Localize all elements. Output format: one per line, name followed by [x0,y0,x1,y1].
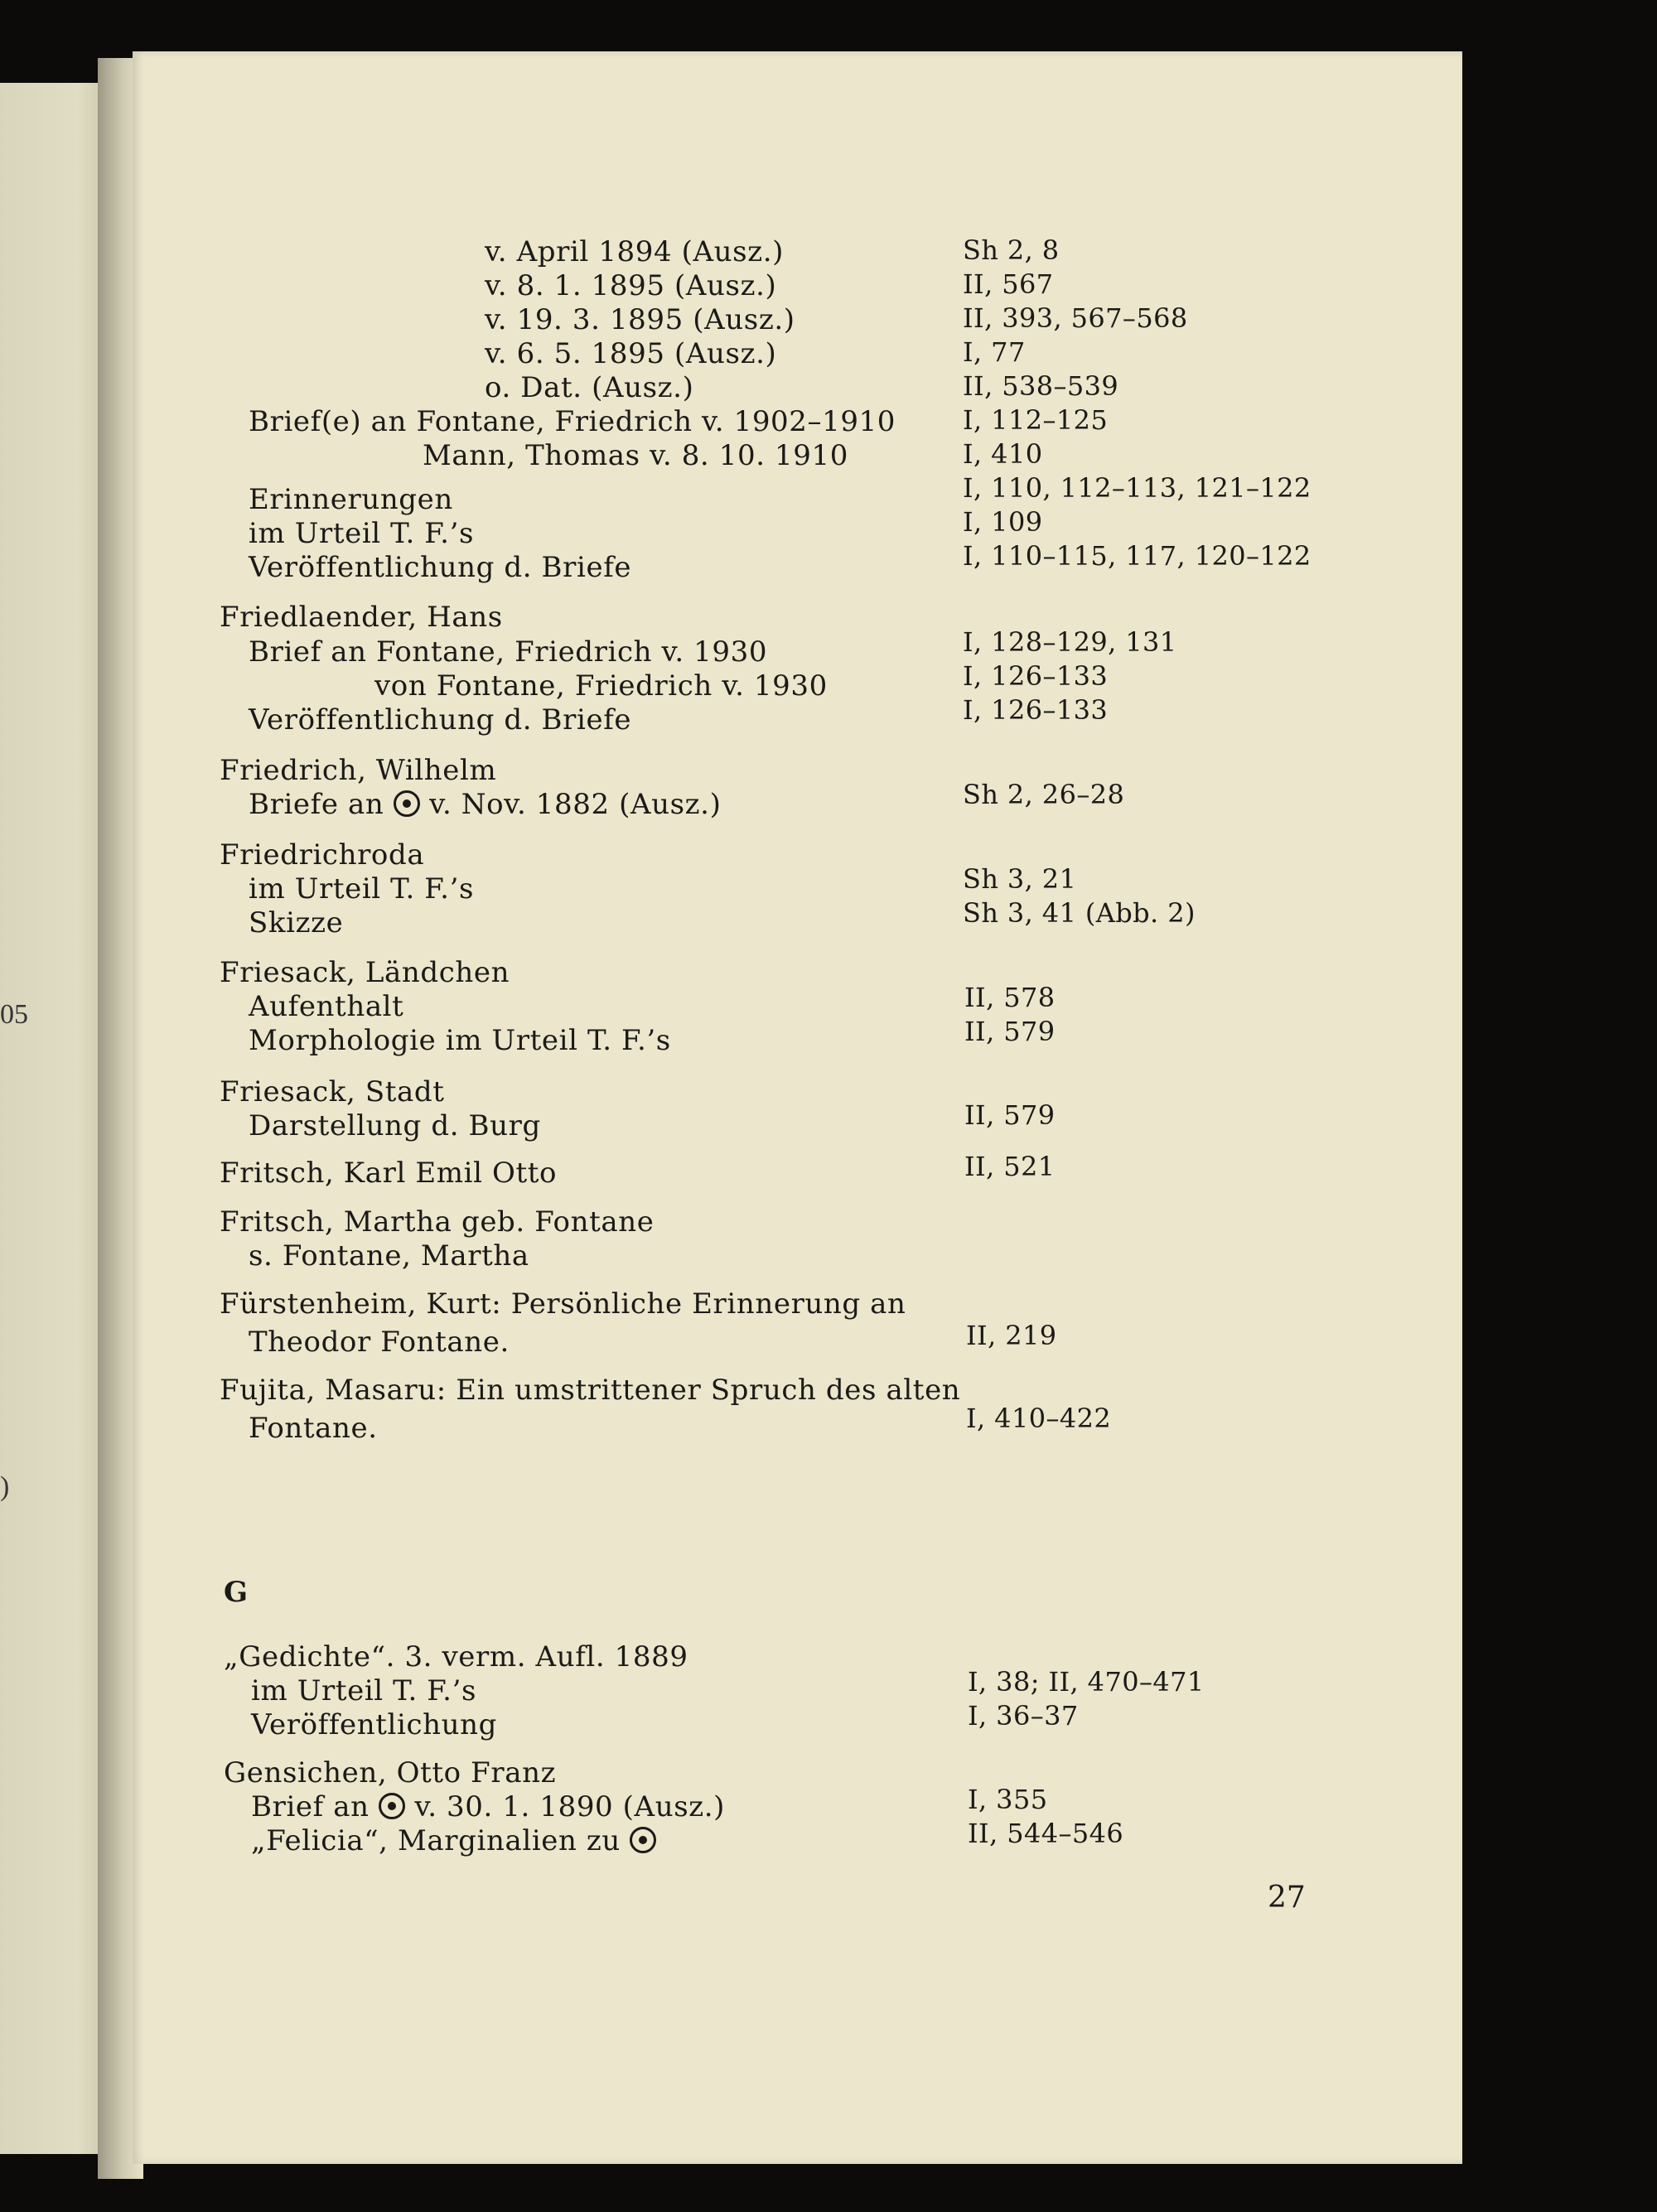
fontane-symbol-icon [630,1827,656,1853]
page-reference: I, 110–115, 117, 120–122 [963,540,1312,572]
index-line: s. Fontane, Martha [249,1239,529,1273]
index-line: im Urteil T. F.’s [249,872,475,906]
page-reference: II, 538–539 [963,370,1119,402]
page-reference: I, 110, 112–113, 121–122 [963,472,1312,504]
index-line: v. April 1894 (Ausz.) [485,235,785,268]
index-entry-heading: Friesack, Stadt [220,1075,445,1108]
page-reference: II, 521 [964,1151,1056,1182]
index-entry-heading: Fritsch, Karl Emil Otto [220,1157,558,1190]
index-entry-heading: Friedrichroda [220,838,425,872]
page-reference: Sh 3, 41 (Abb. 2) [963,897,1196,929]
page-reference: Sh 2, 8 [963,234,1060,266]
index-line: o. Dat. (Ausz.) [485,371,694,404]
index-entry-heading: Gensichen, Otto Franz [224,1756,557,1789]
index-entry-heading: Friedrich, Wilhelm [220,754,497,787]
index-entry-heading: Fujita, Masaru: Ein umstrittener Spruch des alten [220,1374,961,1407]
page-reference: I, 410–422 [966,1403,1112,1434]
page-reference: I, 38; II, 470–471 [968,1666,1205,1698]
page-reference: II, 579 [964,1099,1056,1131]
index-line: Morphologie im Urteil T. F.’s [249,1024,671,1057]
index-entry-heading: Friesack, Ländchen [220,956,510,989]
page-reference: I, 109 [963,506,1043,538]
page-reference: II, 579 [964,1016,1056,1047]
index-page [133,51,1462,2164]
fontane-symbol-icon [379,1793,405,1819]
page-reference: II, 219 [966,1320,1057,1351]
index-line: Theodor Fontane. [249,1326,510,1359]
index-entry-heading: Friedlaender, Hans [220,601,503,634]
left-page-fragment: 05 [0,999,28,1030]
index-entry-heading: Fritsch, Martha geb. Fontane [220,1205,655,1239]
index-line: v. 6. 5. 1895 (Ausz.) [485,337,777,370]
index-entry-heading: „Gedichte“. 3. verm. Aufl. 1889 [224,1640,688,1673]
index-line: Fontane. [249,1412,378,1445]
letter-heading: G [224,1576,249,1609]
index-line: Darstellung d. Burg [249,1109,541,1142]
index-line: Veröffentlichung d. Briefe [249,703,632,737]
index-line: Briefe an v. Nov. 1882 (Ausz.) [249,788,722,821]
page-reference: I, 126–133 [963,660,1109,692]
index-line: Brief(e) an Fontane, Friedrich v. 1902–1910 [249,405,896,438]
page-reference: I, 410 [963,438,1043,470]
page-number: 27 [1268,1881,1306,1915]
index-line: Veröffentlichung [251,1708,497,1741]
page-reference: I, 355 [968,1784,1048,1815]
page-reference: Sh 3, 21 [963,863,1077,895]
left-page-edge [0,83,112,2154]
left-page-fragment: ) [0,1471,10,1502]
page-reference: II, 567 [963,268,1054,300]
index-line: Skizze [249,906,344,939]
page-reference: I, 112–125 [963,404,1109,436]
page-reference: I, 77 [963,336,1026,368]
page-reference: I, 126–133 [963,694,1109,726]
index-line: von Fontane, Friedrich v. 1930 [374,669,828,703]
index-line: Veröffentlichung d. Briefe [249,551,632,584]
page-reference: Sh 2, 26–28 [963,779,1125,810]
index-line: „Felicia“, Marginalien zu [251,1824,656,1857]
index-line: im Urteil T. F.’s [251,1674,477,1707]
index-line: Mann, Thomas v. 8. 10. 1910 [423,439,848,472]
page-reference: II, 578 [964,982,1056,1013]
page-reference: I, 128–129, 131 [963,626,1177,658]
fontane-symbol-icon [394,790,420,817]
page-reference: II, 544–546 [968,1818,1124,1849]
index-line: Brief an v. 30. 1. 1890 (Ausz.) [251,1790,726,1823]
index-line: Erinnerungen [249,483,453,516]
index-line: Brief an Fontane, Friedrich v. 1930 [249,635,768,669]
index-line: v. 8. 1. 1895 (Ausz.) [485,269,777,302]
index-line: im Urteil T. F.’s [249,517,475,550]
index-line: Aufenthalt [249,990,404,1023]
page-reference: I, 36–37 [968,1700,1079,1731]
index-entry-heading: Fürstenheim, Kurt: Persönliche Erinnerung an [220,1287,906,1321]
page-reference: II, 393, 567–568 [963,302,1188,334]
index-line: v. 19. 3. 1895 (Ausz.) [485,303,795,336]
